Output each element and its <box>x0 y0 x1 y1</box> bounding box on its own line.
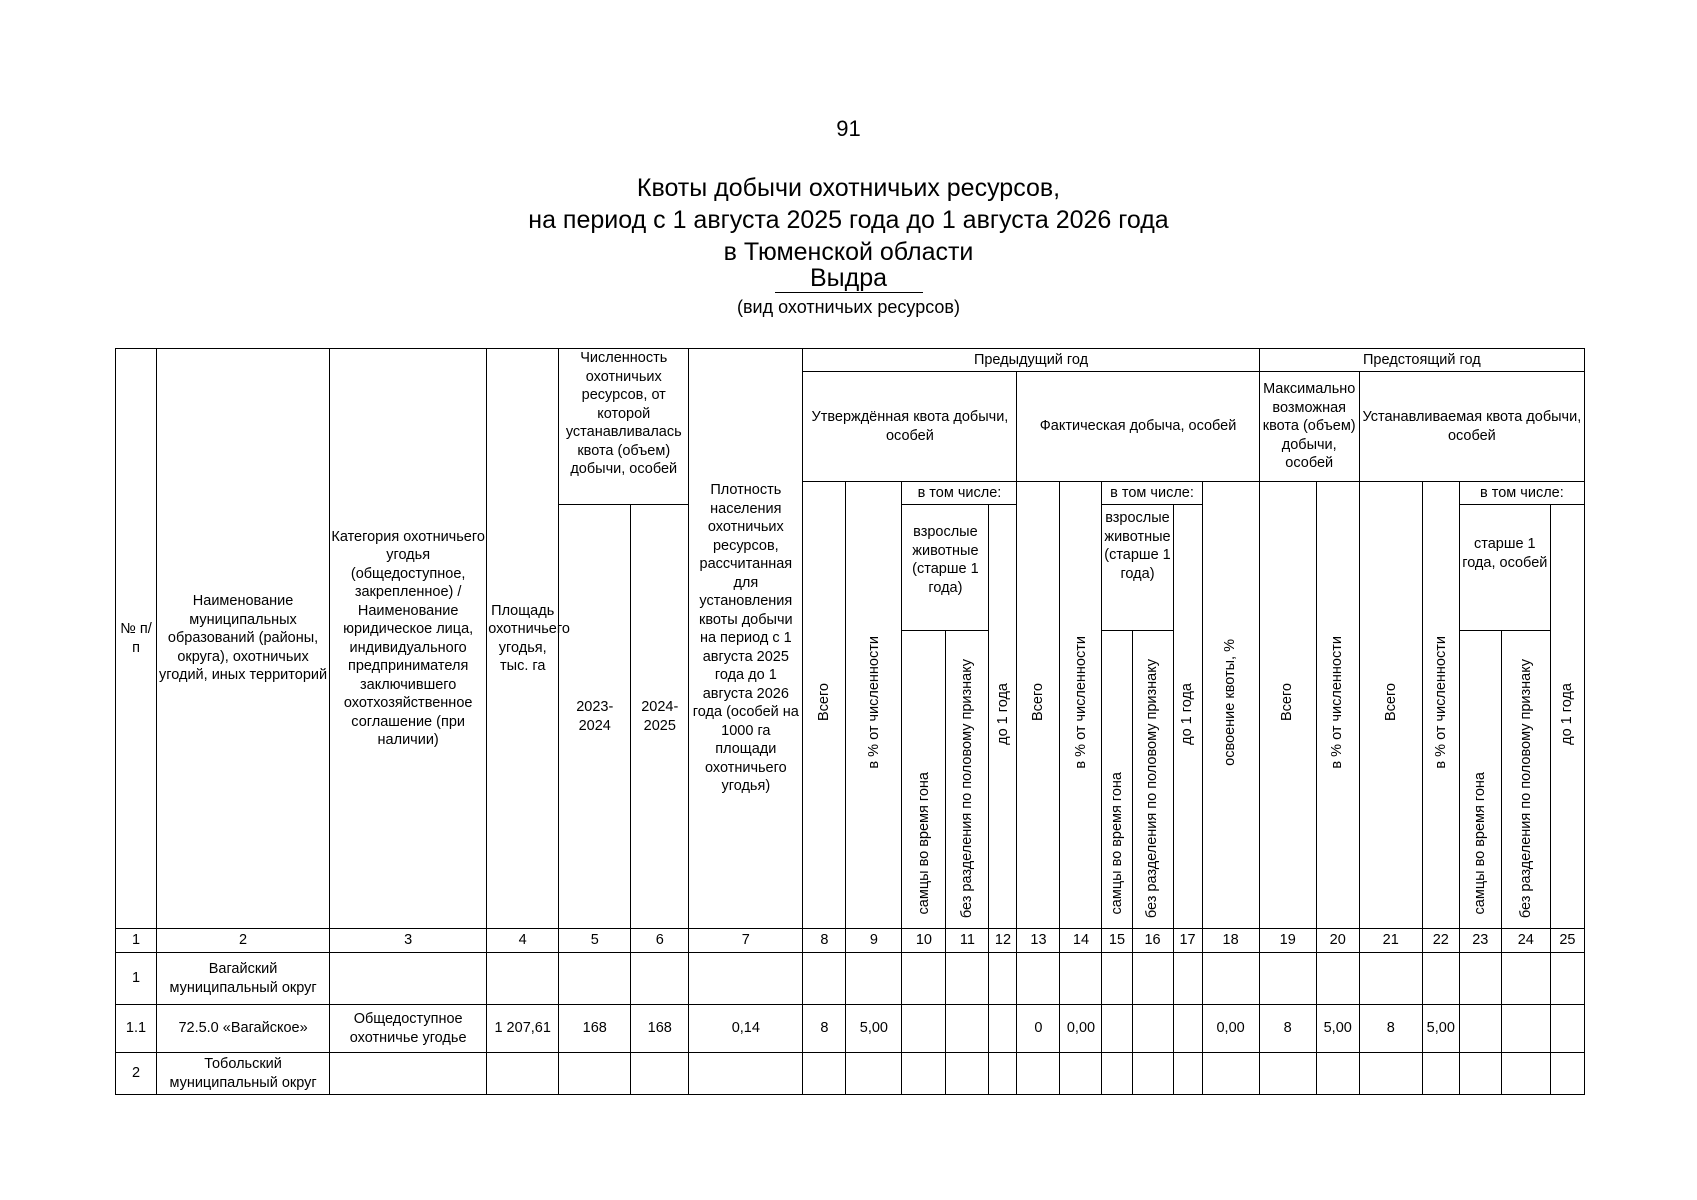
header-set-under1 <box>1550 505 1584 929</box>
header-actual-incl: в том числе: <box>1102 482 1202 505</box>
table-cell-r2-c11 <box>946 1005 989 1053</box>
vertical-header-label: без разделения по половому признаку <box>1144 659 1161 919</box>
table-cell-r2-c8: 8 <box>803 1005 846 1053</box>
column-number-12: 12 <box>989 929 1017 953</box>
table-cell-r1-c3 <box>330 953 487 1005</box>
table-cell-r3-c13 <box>1017 1053 1060 1095</box>
title-line-2: на период с 1 августа 2025 года до 1 августа 2026 года <box>528 206 1169 234</box>
header-max-quota: Максимально возможная квота (объем) добычи, особей <box>1259 372 1359 482</box>
table-cell-r2-c9: 5,00 <box>846 1005 902 1053</box>
vertical-header-label: в % от численности <box>1072 635 1089 769</box>
table-cell-r3-c15 <box>1102 1053 1132 1095</box>
table-cell-r1-c6 <box>631 953 689 1005</box>
vertical-header-label: Всего <box>816 683 833 722</box>
header-max-total <box>1259 482 1316 929</box>
table-cell-r1-c23 <box>1459 953 1501 1005</box>
table-row <box>116 953 1585 1005</box>
species-caption: (вид охотничьих ресурсов) <box>737 297 960 317</box>
column-number-23: 23 <box>1459 929 1501 953</box>
header-actual-nosex <box>1132 631 1173 929</box>
table-cell-r1-c19 <box>1259 953 1316 1005</box>
table-cell-r2-c20: 5,00 <box>1316 1005 1359 1053</box>
table-cell-r2-c6: 168 <box>631 1005 689 1053</box>
vertical-header-label: самцы во время гона <box>1108 772 1125 915</box>
table-cell-r2-c23 <box>1459 1005 1501 1053</box>
header-set-pct <box>1422 482 1459 929</box>
table-cell-r1-c7 <box>689 953 803 1005</box>
header-approved-incl: в том числе: <box>902 482 1017 505</box>
table-cell-r1-c24 <box>1501 953 1550 1005</box>
vertical-header-label: Всего <box>1030 683 1047 722</box>
column-number-13: 13 <box>1017 929 1060 953</box>
header-area: Площадь охотничьего угодья, тыс. га <box>487 349 559 929</box>
table-cell-r2-c7: 0,14 <box>689 1005 803 1053</box>
table-row <box>116 1053 1585 1095</box>
table-cell-r3-c10 <box>902 1053 946 1095</box>
table-cell-r2-c22: 5,00 <box>1422 1005 1459 1053</box>
table-cell-r2-c1: 1.1 <box>116 1005 157 1053</box>
column-number-3: 3 <box>330 929 487 953</box>
column-number-15: 15 <box>1102 929 1132 953</box>
column-number-9: 9 <box>846 929 902 953</box>
header-set-quota: Устанавливаемая квота добычи, особей <box>1359 372 1584 482</box>
header-population: Численность охотничьих ресурсов, от которой устанавливалась квота (объем) добычи, особей <box>559 349 689 505</box>
table-cell-r1-c2: Вагайский муниципальный округ <box>157 953 330 1005</box>
header-max-pct <box>1316 482 1359 929</box>
header-set-males <box>1459 631 1501 929</box>
table-cell-r3-c14 <box>1060 1053 1102 1095</box>
table-cell-r3-c6 <box>631 1053 689 1095</box>
table-cell-r1-c1: 1 <box>116 953 157 1005</box>
vertical-header-label: без разделения по половому признаку <box>959 659 976 919</box>
table-cell-r3-c21 <box>1359 1053 1422 1095</box>
header-no: № п/п <box>116 349 157 929</box>
table-cell-r1-c17 <box>1173 953 1202 1005</box>
column-number-row <box>116 929 1585 953</box>
table-cell-r2-c21: 8 <box>1359 1005 1422 1053</box>
table-cell-r3-c20 <box>1316 1053 1359 1095</box>
table-cell-r1-c11 <box>946 953 989 1005</box>
column-number-1: 1 <box>116 929 157 953</box>
header-category: Категория охотничьего угодья (общедоступное, закрепленное) / Наименование юридическое лица, индивидуального предпринимателя заключившего охотхозяйственное соглашение (при наличии) <box>330 349 487 929</box>
species-name: Выдра <box>775 265 923 293</box>
vertical-header-label: в % от численности <box>1432 635 1449 769</box>
table-cell-r3-c24 <box>1501 1053 1550 1095</box>
table-cell-r2-c14: 0,00 <box>1060 1005 1102 1053</box>
table-cell-r2-c3: Общедоступное охотничье угодье <box>330 1005 487 1053</box>
table-cell-r1-c9 <box>846 953 902 1005</box>
header-actual-harvest: Фактическая добыча, особей <box>1017 372 1259 482</box>
table-cell-r3-c3 <box>330 1053 487 1095</box>
table-cell-r3-c17 <box>1173 1053 1202 1095</box>
table-cell-r1-c10 <box>902 953 946 1005</box>
vertical-header-label: освоение квоты, % <box>1222 638 1239 766</box>
header-approved-total <box>803 482 846 929</box>
table-cell-r2-c10 <box>902 1005 946 1053</box>
table-cell-r2-c13: 0 <box>1017 1005 1060 1053</box>
column-number-5: 5 <box>559 929 631 953</box>
column-number-6: 6 <box>631 929 689 953</box>
table-cell-r1-c20 <box>1316 953 1359 1005</box>
table-cell-r2-c15 <box>1102 1005 1132 1053</box>
table-cell-r1-c15 <box>1102 953 1132 1005</box>
page-number: 91 <box>836 116 861 141</box>
column-number-17: 17 <box>1173 929 1202 953</box>
column-number-4: 4 <box>487 929 559 953</box>
document-title <box>0 172 1697 268</box>
header-set-older1: старше 1 года, особей <box>1459 505 1550 631</box>
column-number-16: 16 <box>1132 929 1173 953</box>
table-cell-r2-c4: 1 207,61 <box>487 1005 559 1053</box>
header-next-year: Предстоящий год <box>1259 349 1584 372</box>
table-cell-r1-c16 <box>1132 953 1173 1005</box>
column-number-18: 18 <box>1202 929 1259 953</box>
header-approved-males <box>902 631 946 929</box>
table-cell-r3-c5 <box>559 1053 631 1095</box>
header-approved-nosex <box>946 631 989 929</box>
table-cell-r1-c22 <box>1422 953 1459 1005</box>
header-year-2023: 2023-2024 <box>559 505 631 929</box>
header-approved-pct <box>846 482 902 929</box>
table-row <box>116 1005 1585 1053</box>
table-cell-r2-c16 <box>1132 1005 1173 1053</box>
table-cell-r2-c17 <box>1173 1005 1202 1053</box>
column-number-10: 10 <box>902 929 946 953</box>
vertical-header-label: до 1 года <box>1559 682 1576 745</box>
header-actual-under1 <box>1173 505 1202 929</box>
vertical-header-label: самцы во время гона <box>915 772 932 915</box>
header-approved-under1 <box>989 505 1017 929</box>
header-quota-use <box>1202 482 1259 929</box>
table-cell-r2-c2: 72.5.0 «Вагайское» <box>157 1005 330 1053</box>
header-set-incl: в том числе: <box>1459 482 1584 505</box>
header-set-total <box>1359 482 1422 929</box>
table-cell-r3-c11 <box>946 1053 989 1095</box>
header-density: Плотность населения охотничьих ресурсов, рассчитанная для установления квоты добычи на период с 1 августа 2025 года до 1 августа 2026 года (особей на 1000 га площади охотничьего угодья) <box>689 349 803 929</box>
header-set-nosex <box>1501 631 1550 929</box>
table-cell-r1-c4 <box>487 953 559 1005</box>
table-cell-r3-c2: Тобольский муниципальный округ <box>157 1053 330 1095</box>
column-number-22: 22 <box>1422 929 1459 953</box>
vertical-header-label: в % от численности <box>865 635 882 769</box>
column-number-20: 20 <box>1316 929 1359 953</box>
table-cell-r3-c22 <box>1422 1053 1459 1095</box>
vertical-header-label: самцы во время гона <box>1472 772 1489 915</box>
vertical-header-label: Всего <box>1382 683 1399 722</box>
header-approved-adults: взрослые животные (старше 1 года) <box>902 505 989 631</box>
table-cell-r1-c14 <box>1060 953 1102 1005</box>
vertical-header-label: в % от численности <box>1329 635 1346 769</box>
header-actual-total <box>1017 482 1060 929</box>
vertical-header-label: без разделения по половому признаку <box>1517 659 1534 919</box>
table-cell-r1-c12 <box>989 953 1017 1005</box>
vertical-header-label: до 1 года <box>1179 682 1196 745</box>
species-line <box>0 264 1697 293</box>
table-cell-r3-c18 <box>1202 1053 1259 1095</box>
header-actual-adults: взрослые животные (старше 1 года) <box>1102 505 1173 631</box>
title-line-1: Квоты добычи охотничьих ресурсов, <box>636 174 1061 202</box>
table-cell-r3-c16 <box>1132 1053 1173 1095</box>
table-cell-r3-c1: 2 <box>116 1053 157 1095</box>
table-cell-r1-c8 <box>803 953 846 1005</box>
title-line-3: в Тюменской области <box>723 238 974 266</box>
table-cell-r2-c24 <box>1501 1005 1550 1053</box>
vertical-header-label: Всего <box>1279 683 1296 722</box>
column-number-11: 11 <box>946 929 989 953</box>
column-number-8: 8 <box>803 929 846 953</box>
quota-table <box>115 348 1585 1095</box>
table-cell-r1-c18 <box>1202 953 1259 1005</box>
table-cell-r3-c4 <box>487 1053 559 1095</box>
table-cell-r3-c19 <box>1259 1053 1316 1095</box>
column-number-24: 24 <box>1501 929 1550 953</box>
column-number-7: 7 <box>689 929 803 953</box>
table-cell-r1-c21 <box>1359 953 1422 1005</box>
table-cell-r3-c25 <box>1550 1053 1584 1095</box>
table-cell-r3-c12 <box>989 1053 1017 1095</box>
header-previous-year: Предыдущий год <box>803 349 1259 372</box>
table-cell-r1-c5 <box>559 953 631 1005</box>
header-actual-pct <box>1060 482 1102 929</box>
header-year-2024: 2024-2025 <box>631 505 689 929</box>
column-number-2: 2 <box>157 929 330 953</box>
table-cell-r1-c25 <box>1550 953 1584 1005</box>
column-number-14: 14 <box>1060 929 1102 953</box>
table-cell-r3-c7 <box>689 1053 803 1095</box>
table-cell-r2-c12 <box>989 1005 1017 1053</box>
column-number-21: 21 <box>1359 929 1422 953</box>
table-cell-r2-c19: 8 <box>1259 1005 1316 1053</box>
column-number-25: 25 <box>1550 929 1584 953</box>
table-cell-r2-c5: 168 <box>559 1005 631 1053</box>
vertical-header-label: до 1 года <box>994 682 1011 745</box>
table-cell-r2-c25 <box>1550 1005 1584 1053</box>
table-cell-r3-c23 <box>1459 1053 1501 1095</box>
table-cell-r1-c13 <box>1017 953 1060 1005</box>
header-approved-quota: Утверждённая квота добычи, особей <box>803 372 1017 482</box>
table-cell-r3-c8 <box>803 1053 846 1095</box>
header-name: Наименование муниципальных образований (районы, округа), охотничьих угодий, иных территорий <box>157 349 330 929</box>
table-cell-r3-c9 <box>846 1053 902 1095</box>
column-number-19: 19 <box>1259 929 1316 953</box>
table-cell-r2-c18: 0,00 <box>1202 1005 1259 1053</box>
header-actual-males <box>1102 631 1132 929</box>
